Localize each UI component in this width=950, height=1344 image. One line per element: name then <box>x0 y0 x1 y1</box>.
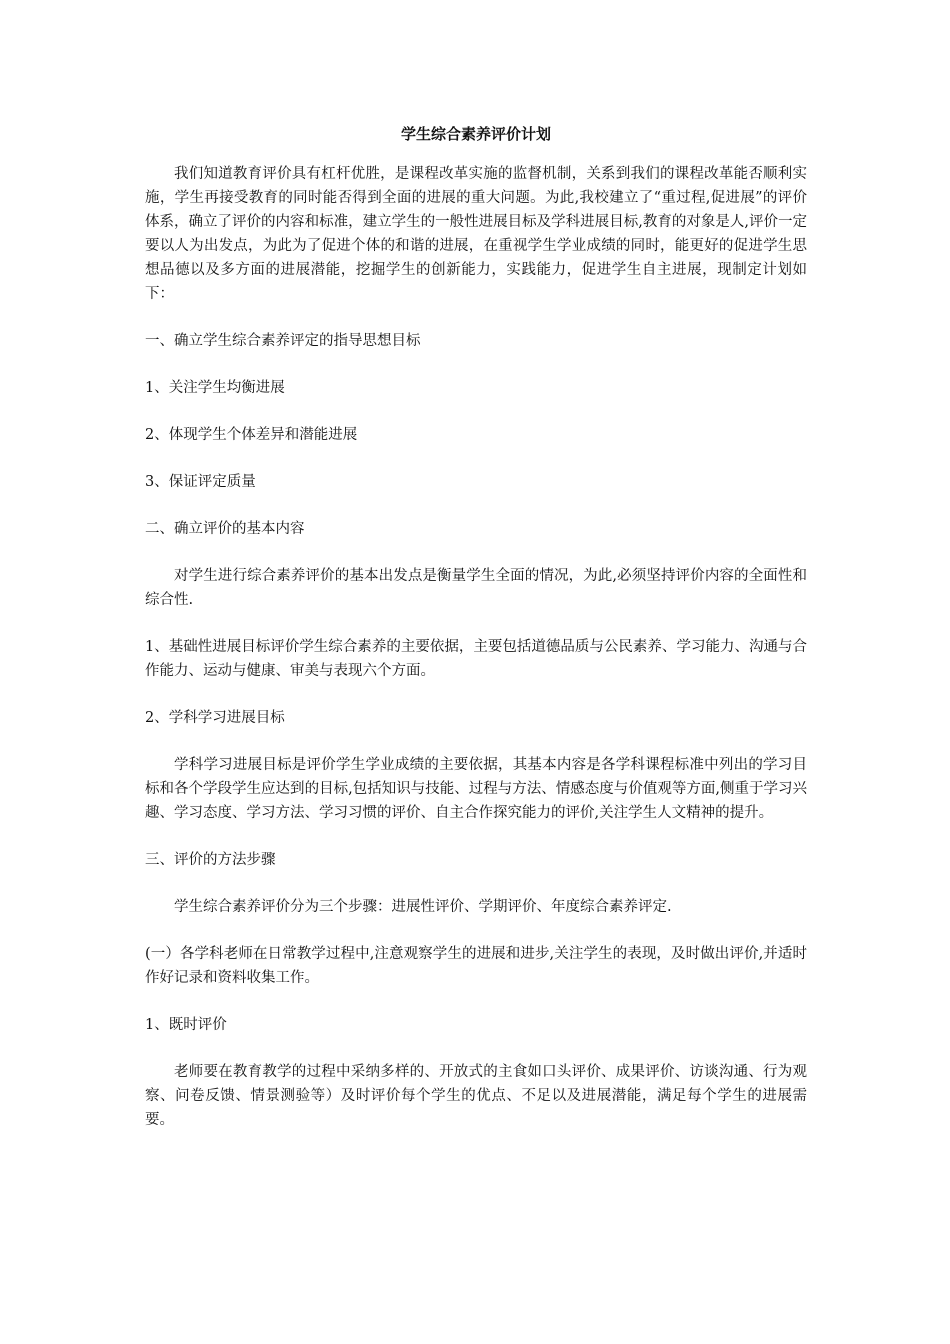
paragraph-spacer <box>145 730 807 753</box>
paragraph: 1、既时评价 <box>145 1017 227 1033</box>
paragraph: 三、评价的方法步骤 <box>145 852 276 868</box>
paragraph-spacer <box>145 1037 807 1060</box>
paragraph-spacer <box>145 494 807 517</box>
document-page <box>145 124 807 1132</box>
paragraph-spacer <box>145 872 807 895</box>
paragraph: 二、确立评价的基本内容 <box>145 521 305 537</box>
paragraph: 我们知道教育评价具有杠杆优胜，是课程改革实施的监督机制，关系到我们的课程改革能否顺利实施，学生再接受教育的同时能否得到全面的进展的重大问题。为此,我校建立了“重过程,促进展”的评价体系，确立了评价的内容和标准，建立学生的一般性进展目标及学科进展目标,教育的对象是人,评价一定要以人为出发点，为此为了促进个体的和谐的进展，在重视学生学业成绩的同时，能更好的促进学生思想品德以及多方面的进展潜能，挖掘学生的创新能力，实践能力，促进学生自主进展，现制定计划如下： <box>145 166 807 302</box>
paragraph: 学生综合素养评价分为三个步骤：进展性评价、学期评价、年度综合素养评定. <box>174 899 672 915</box>
paragraph: 1、基础性进展目标评价学生综合素养的主要依据，主要包括道德品质与公民素养、学习能力、沟通与合作能力、运动与健康、审美与表现六个方面。 <box>145 639 807 679</box>
paragraph-spacer <box>145 306 807 329</box>
paragraph-spacer <box>145 541 807 564</box>
paragraph-spacer <box>145 612 807 635</box>
paragraph-spacer <box>145 400 807 423</box>
document-body <box>145 162 807 1132</box>
paragraph: 2、学科学习进展目标 <box>145 710 285 726</box>
paragraph-spacer <box>145 353 807 376</box>
paragraph: 学科学习进展目标是评价学生学业成绩的主要依据，其基本内容是各学科课程标准中列出的学习目标和各个学段学生应达到的目标,包括知识与技能、过程与方法、情感态度与价值观等方面,侧重于学习兴趣、学习态度、学习方法、学习习惯的评价、自主合作探究能力的评价,关注学生人文精神的提升。 <box>145 757 807 821</box>
paragraph-spacer <box>145 825 807 848</box>
paragraph: 一、确立学生综合素养评定的指导思想目标 <box>145 333 421 349</box>
paragraph: 2、体现学生个体差异和潜能进展 <box>145 427 358 443</box>
paragraph: (一）各学科老师在日常教学过程中,注意观察学生的进展和进步,关注学生的表现，及时做出评价,并适时作好记录和资料收集工作。 <box>145 946 807 986</box>
paragraph-spacer <box>145 990 807 1013</box>
paragraph: 对学生进行综合素养评价的基本出发点是衡量学生全面的情况，为此,必须坚持评价内容的全面性和综合性. <box>145 568 807 608</box>
paragraph-spacer <box>145 919 807 942</box>
paragraph: 3、保证评定质量 <box>145 474 256 490</box>
paragraph-spacer <box>145 447 807 470</box>
paragraph-spacer <box>145 683 807 706</box>
paragraph: 老师要在教育教学的过程中采纳多样的、开放式的主食如口头评价、成果评价、访谈沟通、行为观察、问卷反馈、情景测验等）及时评价每个学生的优点、不足以及进展潜能，满足每个学生的进展需要。 <box>145 1064 807 1128</box>
document-title: 学生综合素养评价计划 <box>400 125 551 143</box>
paragraph: 1、关注学生均衡进展 <box>145 380 285 396</box>
